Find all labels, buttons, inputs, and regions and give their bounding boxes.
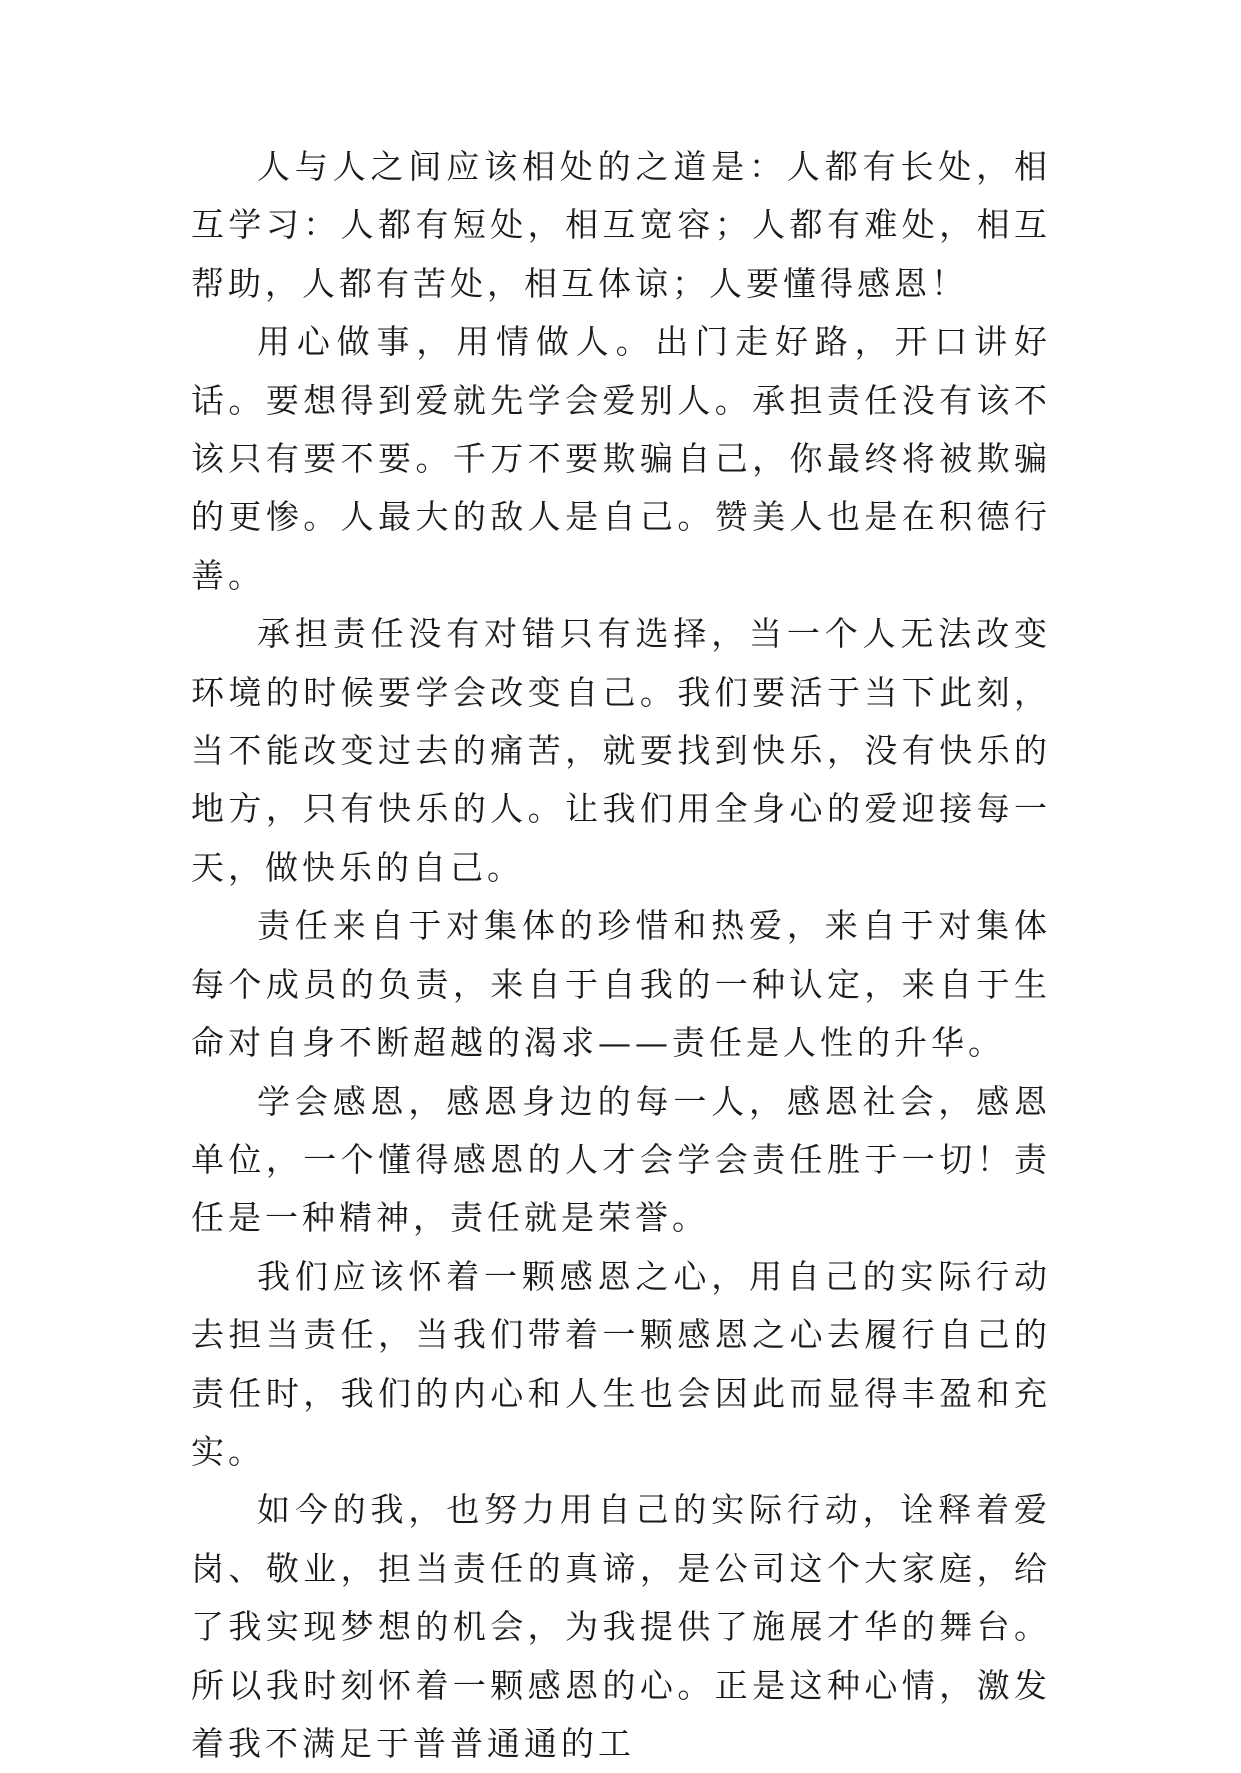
paragraph: 承担责任没有对错只有选择，当一个人无法改变环境的时候要学会改变自己。我们要活于当下此刻，当不能改变过去的痛苦，就要找到快乐，没有快乐的地方，只有快乐的人。让我们用全身心的爱迎接每一天，做快乐的自己。 [191,614,1051,887]
paragraph: 学会感恩，感恩身边的每一人，感恩社会，感恩单位，一个懂得感恩的人才会学会责任胜于一切！责任是一种精神，责任就是荣誉。 [191,1081,1051,1238]
paragraph: 用心做事，用情做人。出门走好路，开口讲好话。要想得到爱就先学会爱别人。承担责任没有该不该只有要不要。千万不要欺骗自己，你最终将被欺骗的更惨。人最大的敌人是自己。赞美人也是在积德行善。 [191,322,1051,595]
document-body [191,138,1051,1773]
paragraph: 人与人之间应该相处的之道是：人都有长处，相互学习：人都有短处，相互宽容；人都有难处，相互帮助，人都有苦处，相互体谅；人要懂得感恩！ [191,147,1051,303]
paragraph: 我们应该怀着一颗感恩之心，用自己的实际行动去担当责任，当我们带着一颗感恩之心去履行自己的责任时，我们的内心和人生也会因此而显得丰盈和充实。 [191,1256,1051,1471]
paragraph: 如今的我，也努力用自己的实际行动，诠释着爱岗、敬业，担当责任的真谛，是公司这个大家庭，给了我实现梦想的机会，为我提供了施展才华的舞台。所以我时刻怀着一颗感恩的心。正是这种心情，激发着我不满足于普普通通的工 [191,1490,1051,1763]
paragraph: 责任来自于对集体的珍惜和热爱，来自于对集体每个成员的负责，来自于自我的一种认定，来自于生命对自身不断超越的渴求——责任是人性的升华。 [191,906,1051,1063]
